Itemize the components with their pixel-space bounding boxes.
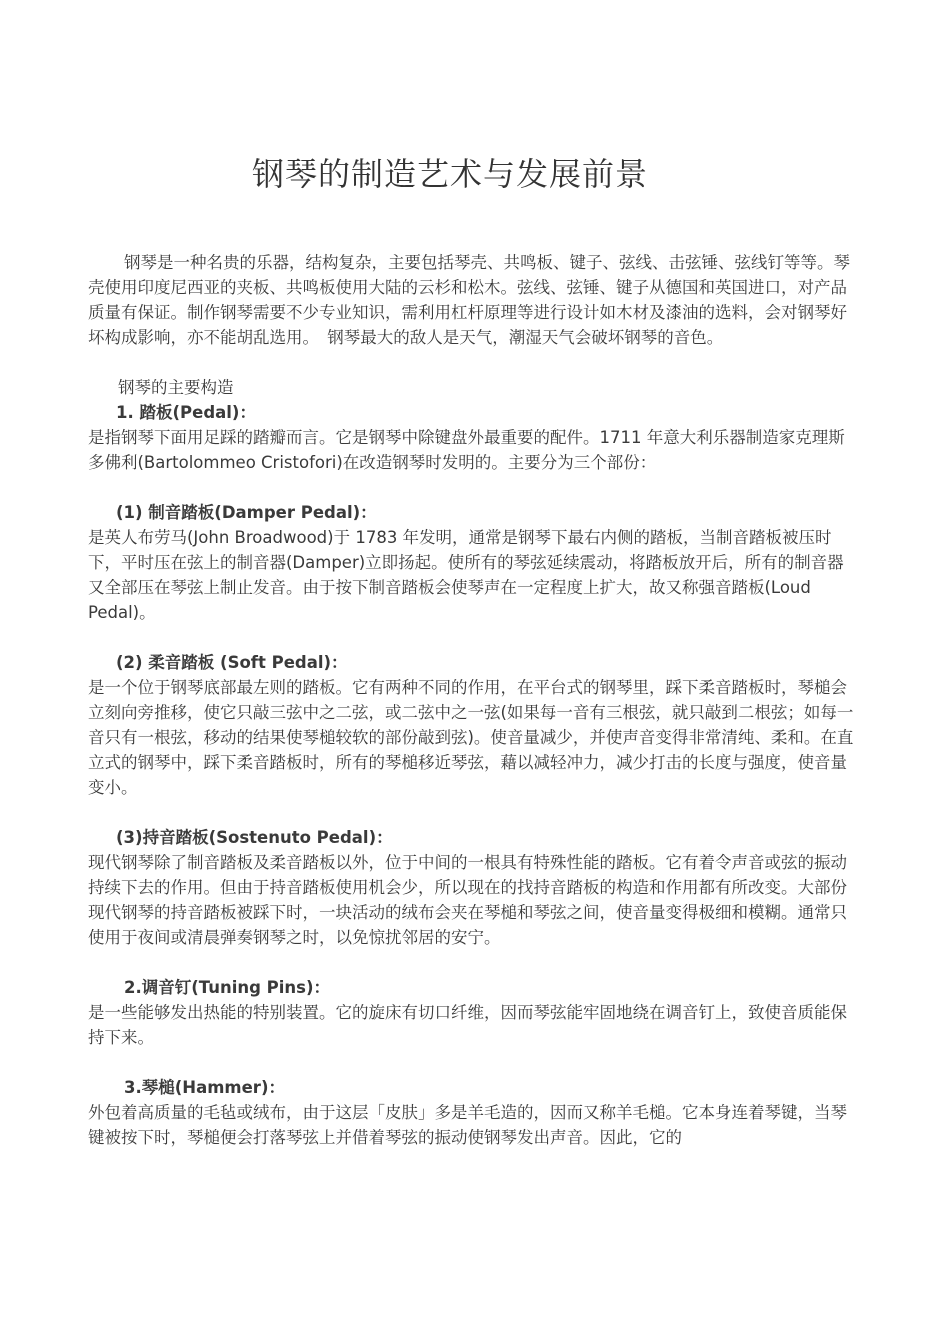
heading-tuning-pins: 2.调音钉(Tuning Pins)：: [124, 978, 331, 997]
heading-damper-pedal: (1) 制音踏板(Damper Pedal)：: [116, 503, 377, 522]
paragraph-damper-pedal: 是英人布劳马(John Broadwood)于 1783 年发明，通常是钢琴下最右内侧的踏板，当制音踏板被压时下，平时压在弦上的制音器(Damper)立即扬起。使所有的琴弦延续震动，将踏板放开后，所有的制音器又全部压在琴弦上制止发音。由于按下制音踏板会使琴声在一定程度上扩大，故又称强音踏板(Loud Pedal)。: [88, 528, 844, 622]
intro-paragraph: 钢琴是一种名贵的乐器，结构复杂，主要包括琴壳、共鸣板、键子、弦线、击弦锤、弦线钉等等。琴壳使用印度尼西亚的夹板、共鸣板使用大陆的云杉和松木。弦线、弦锤、键子从德国和英国进口，对产品质量有保证。制作钢琴需要不少专业知识，需利用杠杆原理等进行设计如木材及漆油的选料，会对钢琴好坏构成影响，亦不能胡乱选用。 钢琴最大的敌人是天气，潮湿天气会破坏钢琴的音色。: [88, 253, 850, 347]
document-body: [88, 250, 858, 1150]
paragraph-pedal: 是指钢琴下面用足踩的踏瓣而言。它是钢琴中除键盘外最重要的配件。1711 年意大利乐器制造家克理斯多佛利(Bartolommeo Cristofori)在改造钢琴时发明的。主要分为三个部份：: [88, 428, 845, 472]
heading-soft-pedal: (2) 柔音踏板 (Soft Pedal)：: [116, 653, 348, 672]
paragraph-hammer: 外包着高质量的毛毡或绒布，由于这层「皮肤」多是羊毛造的，因而又称羊毛槌。它本身连着琴键，当琴键被按下时，琴槌便会打落琴弦上并借着琴弦的振动使钢琴发出声音。因此，它的: [88, 1103, 847, 1147]
heading-sostenuto-pedal: (3)持音踏板(Sostenuto Pedal)：: [116, 828, 393, 847]
paragraph-tuning-pins: 是一些能够发出热能的特别装置。它的旋床有切口纤维，因而琴弦能牢固地绕在调音钉上，致使音质能保持下来。: [88, 1003, 847, 1047]
paragraph-soft-pedal: 是一个位于钢琴底部最左则的踏板。它有两种不同的作用，在平台式的钢琴里，踩下柔音踏板时，琴槌会立刻向旁推移，使它只敲三弦中之二弦，或二弦中之一弦(如果每一音有三根弦，就只敲到二根弦；如每一音只有一根弦，移动的结果使琴槌较软的部份敲到弦)。使音量减少，并使声音变得非常清纯、柔和。在直立式的钢琴中，踩下柔音踏板时，所有的琴槌移近琴弦，藉以减轻冲力，减少打击的长度与强度，使音量变小。: [88, 678, 854, 797]
section-heading-main-structure: 钢琴的主要构造: [118, 378, 234, 397]
heading-hammer: 3.琴槌(Hammer)：: [124, 1078, 285, 1097]
paragraph-sostenuto-pedal: 现代钢琴除了制音踏板及柔音踏板以外，位于中间的一根具有特殊性能的踏板。它有着令声音或弦的振动持续下去的作用。但由于持音踏板使用机会少，所以现在的找持音踏板的构造和作用都有所改变。大部份现代钢琴的持音踏板被踩下时，一块活动的绒布会夹在琴槌和琴弦之间，使音量变得极细和模糊。通常只使用于夜间或清晨弹奏钢琴之时，以免惊扰邻居的安宁。: [88, 853, 847, 947]
heading-pedal: 1. 踏板(Pedal)：: [116, 403, 256, 422]
document-title: 钢琴的制造艺术与发展前景: [251, 155, 648, 194]
